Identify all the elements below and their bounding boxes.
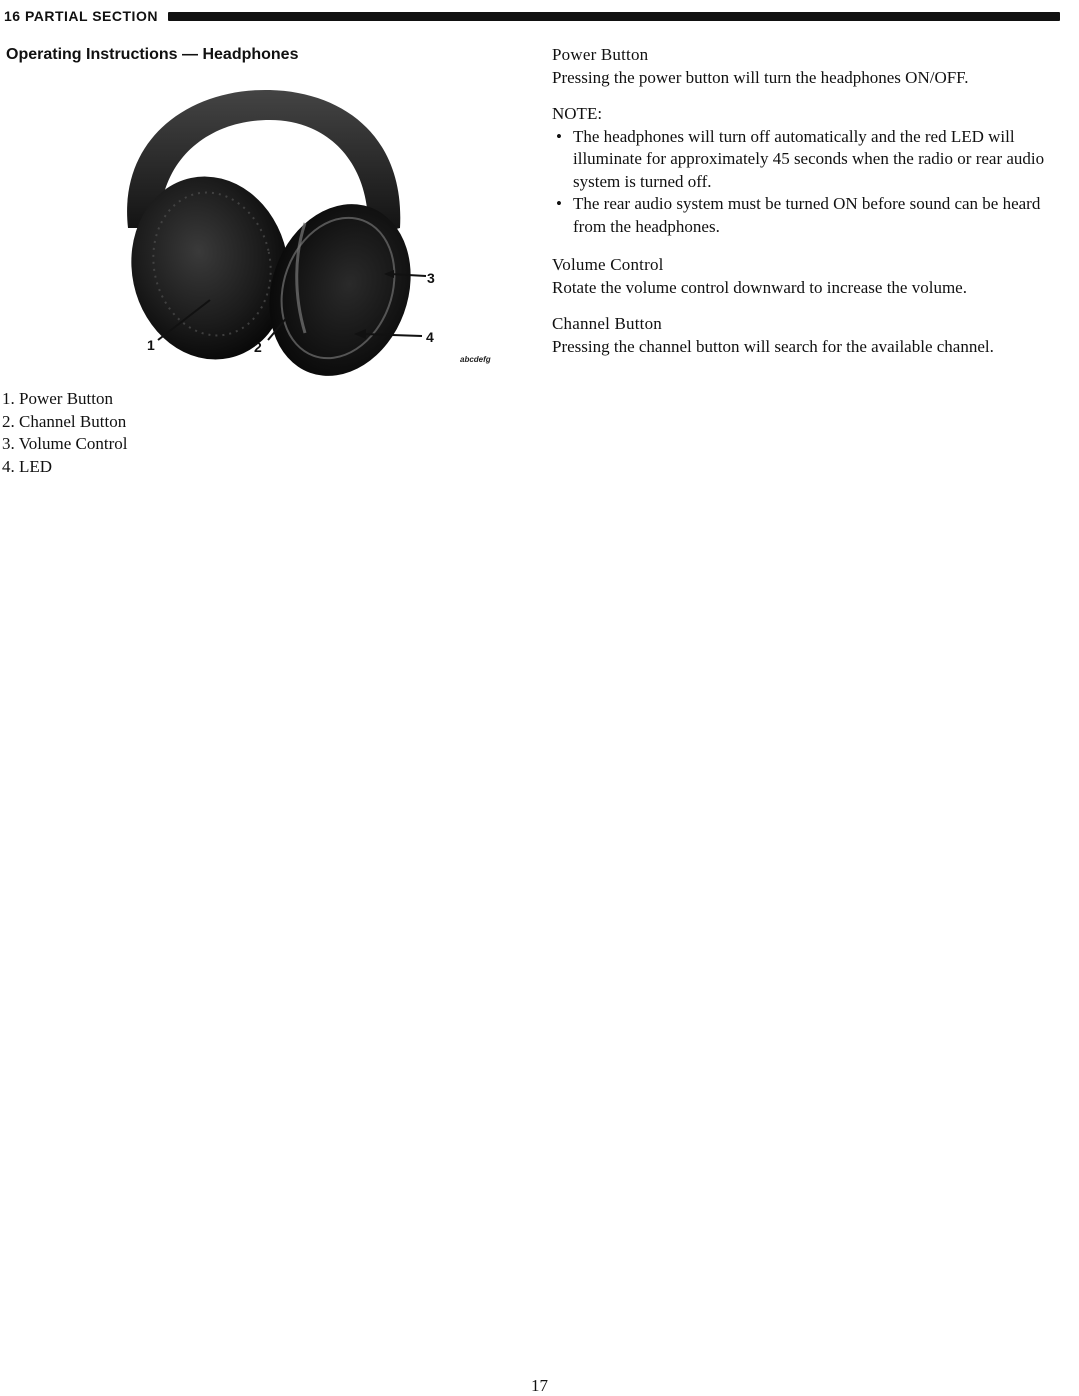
channel-button-heading: Channel Button [552,314,662,333]
headphones-illustration [100,78,520,378]
note-list [552,126,1060,239]
note-item [552,193,1060,238]
bullet-icon: • [556,194,562,213]
section-header-label: 16 PARTIAL SECTION [4,8,158,24]
page-title: Operating Instructions — Headphones [6,46,299,63]
channel-button-text: Pressing the channel button will search for the available channel. [552,336,994,356]
callout-4-label: 4 [426,329,434,345]
legend-item-volume-control: 3. Volume Control [2,434,128,453]
power-button-text: Pressing the power button will turn the headphones ON/OFF. [552,67,969,87]
figure-code: abcdefg [460,355,491,364]
section-header [0,6,1060,26]
bullet-icon: • [556,126,562,146]
note-item [552,126,1060,194]
callout-1-label: 1 [147,337,155,353]
section-header-rule [168,12,1060,21]
figure-legend [2,388,127,478]
legend-item-channel-button: 2. Channel Button [2,411,127,431]
note-heading: NOTE: [552,104,603,123]
headphones-figure [100,78,520,378]
volume-control-text: Rotate the volume control downward to increase the volume. [552,277,967,297]
instructions-column [552,44,1060,372]
callout-3-label: 3 [427,270,435,286]
note-item-text: The headphones will turn off automatically and the red LED will illuminate for approximately 45 seconds when the radio or rear audio system is turned off. [573,126,1045,191]
callout-2-label: 2 [254,339,262,355]
volume-control-heading: Volume Control [552,255,664,274]
power-button-heading: Power Button [552,45,649,64]
right-ear-cup [246,184,434,378]
legend-item-power-button: 1. Power Button [2,389,113,408]
legend-item-led: 4. LED [2,456,53,476]
note-item-text: The rear audio system must be turned ON before sound can be heard from the headphones. [573,194,1041,236]
page-number: 17 [531,1376,548,1395]
